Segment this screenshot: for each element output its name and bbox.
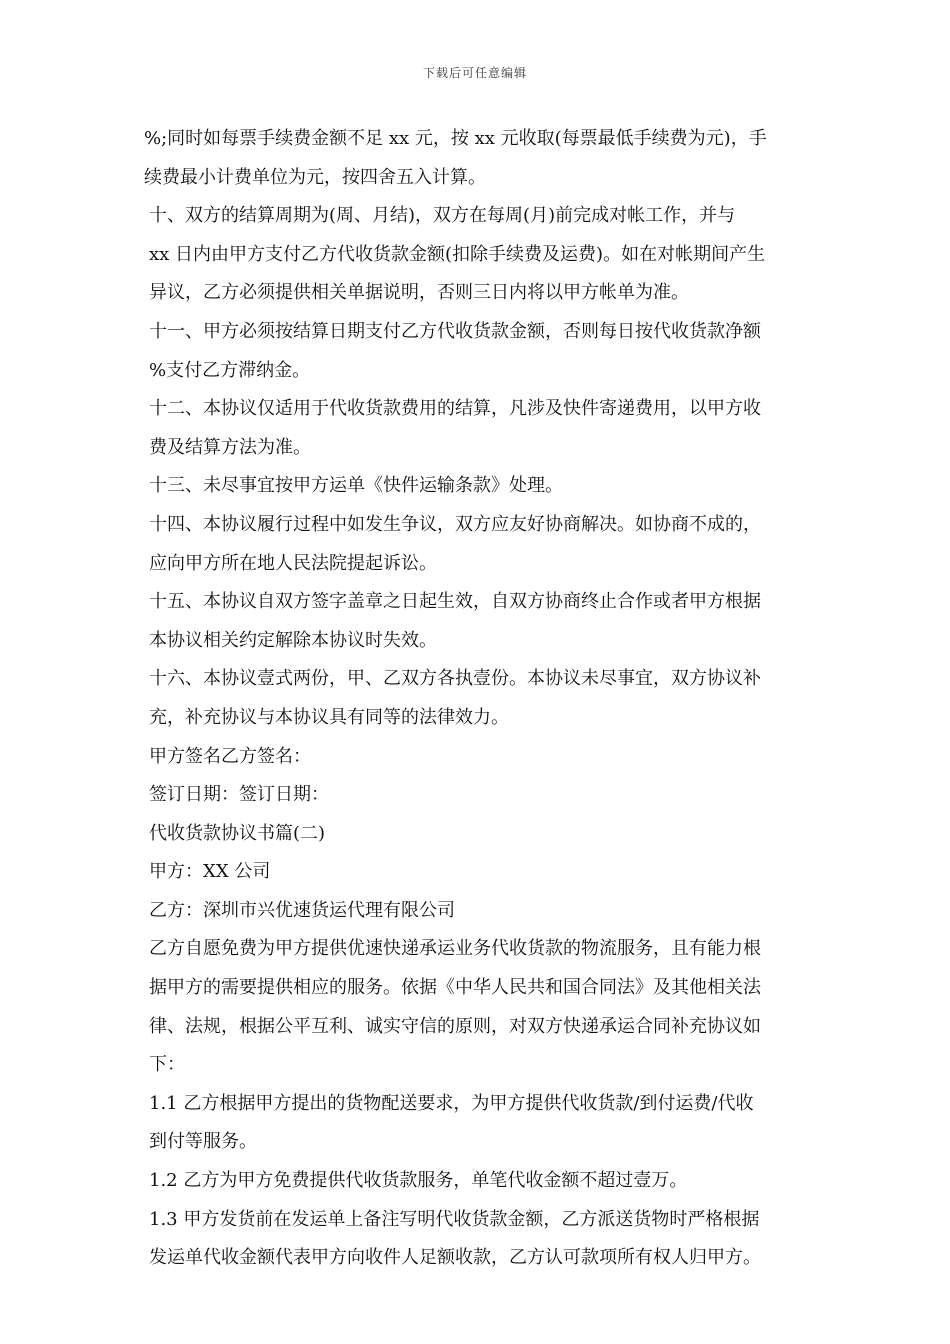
- paragraph-line: 下：: [149, 1054, 185, 1076]
- paragraph-line: 异议，乙方必须提供相关单据说明，否则三日内将以甲方帐单为准。: [149, 282, 689, 304]
- paragraph: [144, 467, 812, 506]
- paragraph-line: xx 日内由甲方支付乙方代收货款金额(扣除手续费及运费)。如在对帐期间产生: [149, 243, 766, 265]
- page-header-note: 下载后可任意编辑: [422, 66, 527, 80]
- paragraph-line: 1.2 乙方为甲方免费提供代收货款服务，单笔代收金额不超过壹万。: [149, 1170, 688, 1192]
- paragraph-line: 据甲方的需要提供相应的服务。依据《中华人民共和国合同法》及其他相关法: [149, 977, 761, 999]
- paragraph: [144, 738, 812, 777]
- paragraph: [144, 506, 812, 583]
- paragraph-line: 十三、未尽事宜按甲方运单《快件运输条款》处理。: [149, 475, 563, 497]
- paragraph-line: %支付乙方滞纳金。: [149, 359, 311, 381]
- paragraph-line: 十五、本协议自双方签字盖章之日起生效，自双方协商终止合作或者甲方根据: [149, 591, 761, 613]
- paragraph-line: 代收货款协议书篇(二): [149, 822, 326, 844]
- paragraph-line: 乙方自愿免费为甲方提供优速快递承运业务代收货款的物流服务，且有能力根: [149, 938, 761, 960]
- paragraph: [144, 1085, 812, 1162]
- paragraph-line: 十六、本协议壹式两份，甲、乙双方各执壹份。本协议未尽事宜，双方协议补: [149, 668, 761, 690]
- paragraph: [144, 853, 812, 892]
- paragraph-line: 充，补充协议与本协议具有同等的法律效力。: [149, 706, 509, 728]
- paragraph-line: 1.3 甲方发货前在发运单上备注写明代收货款金额，乙方派送货物时严格根据: [149, 1208, 760, 1230]
- paragraph-line: 签订日期：签订日期：: [149, 784, 329, 806]
- paragraph-line: 费及结算方法为准。: [149, 436, 311, 458]
- paragraph-line: 甲方签名乙方签名：: [149, 745, 311, 767]
- paragraph-line: 乙方：深圳市兴优速货运代理有限公司: [149, 899, 455, 921]
- paragraph-line: 十四、本协议履行过程中如发生争议，双方应友好协商解决。如协商不成的，: [149, 513, 761, 535]
- paragraph: [144, 1162, 812, 1201]
- paragraph-line: %;同时如每票手续费金额不足 xx 元，按 xx 元收取(每票最低手续费为元)，手: [144, 128, 767, 149]
- paragraph-line: 十二、本协议仅适用于代收货款费用的结算，凡涉及快件寄递费用，以甲方收: [149, 398, 761, 420]
- paragraph-line: 甲方：XX 公司: [149, 861, 271, 883]
- paragraph-line: 发运单代收金额代表甲方向收件人足额收款，乙方认可款项所有权人归甲方。: [149, 1247, 761, 1269]
- paragraph-line: 本协议相关约定解除本协议时失效。: [149, 629, 437, 651]
- paragraph: [144, 197, 812, 313]
- paragraph: [144, 660, 812, 737]
- document-body: [144, 120, 812, 1278]
- paragraph: [144, 892, 812, 931]
- paragraph-line: 应向甲方所在地人民法院提起诉讼。: [149, 552, 437, 574]
- paragraph: [144, 815, 812, 854]
- paragraph: [144, 776, 812, 815]
- paragraph: [144, 930, 812, 1084]
- paragraph-line: 律、法规，根据公平互利、诚实守信的原则，对双方快递承运合同补充协议如: [149, 1015, 761, 1037]
- paragraph: [144, 313, 812, 390]
- paragraph-line: 到付等服务。: [149, 1131, 257, 1153]
- paragraph-line: 十一、甲方必须按结算日期支付乙方代收货款金额，否则每日按代收货款净额: [149, 320, 761, 342]
- paragraph: [144, 583, 812, 660]
- paragraph-line: 十、双方的结算周期为(周、月结)，双方在每周(月)前完成对帐工作，并与: [149, 205, 736, 227]
- paragraph-line: 1.1 乙方根据甲方提出的货物配送要求，为甲方提供代收货款/到付运费/代收: [149, 1092, 754, 1114]
- paragraph: [144, 120, 812, 197]
- paragraph: [144, 1201, 812, 1278]
- paragraph: [144, 390, 812, 467]
- paragraph-line: 续费最小计费单位为元，按四舍五入计算。: [144, 166, 486, 188]
